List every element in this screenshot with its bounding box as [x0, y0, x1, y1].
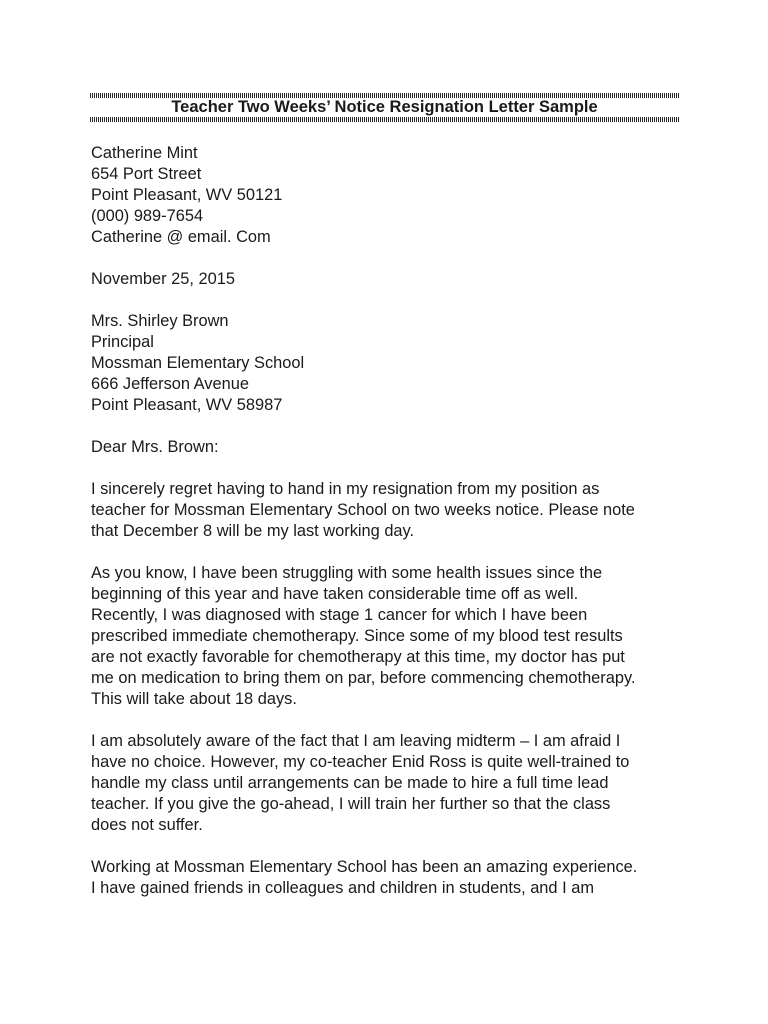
sender-phone: (000) 989-7654 — [91, 207, 204, 225]
recipient-name: Mrs. Shirley Brown — [91, 312, 229, 330]
spacer — [91, 248, 691, 269]
paragraph-line: handle my class until arrangements can be made to hire a full time lead — [91, 774, 609, 792]
letter-date-block — [91, 269, 691, 290]
letter-date: November 25, 2015 — [91, 270, 235, 288]
sender-name: Catherine Mint — [91, 144, 198, 162]
spacer — [91, 458, 691, 479]
paragraph-line: have no choice. However, my co-teacher Enid Ross is quite well-trained to — [91, 753, 630, 771]
title-band — [90, 93, 679, 122]
document-title: Teacher Two Weeks’ Notice Resignation Letter Sample — [171, 98, 598, 116]
recipient-address — [91, 311, 691, 416]
spacer — [91, 836, 691, 857]
spacer — [91, 710, 691, 731]
paragraph-line: Working at Mossman Elementary School has been an amazing experience. — [91, 858, 638, 876]
salutation-block — [91, 437, 691, 458]
paragraph — [91, 857, 691, 899]
paragraph-line: teacher for Mossman Elementary School on two weeks notice. Please note — [91, 501, 635, 519]
sender-street: 654 Port Street — [91, 165, 202, 183]
recipient-street: 666 Jefferson Avenue — [91, 375, 249, 393]
spacer — [91, 542, 691, 563]
salutation: Dear Mrs. Brown: — [91, 438, 219, 456]
recipient-title: Principal — [91, 333, 154, 351]
sender-address — [91, 143, 691, 248]
paragraph-line: I am absolutely aware of the fact that I am leaving midterm – I am afraid I — [91, 732, 621, 750]
spacer — [91, 290, 691, 311]
recipient-organization: Mossman Elementary School — [91, 354, 305, 372]
paragraph — [91, 563, 691, 710]
sender-email: Catherine @ email. Com — [91, 228, 271, 246]
paragraph — [91, 731, 691, 836]
paragraph-line: prescribed immediate chemotherapy. Since some of my blood test results — [91, 627, 623, 645]
paragraph-line: I sincerely regret having to hand in my resignation from my position as — [91, 480, 600, 498]
paragraph-line: I have gained friends in colleagues and children in students, and I am — [91, 879, 594, 897]
letter-body — [91, 143, 691, 899]
paragraph-line: are not exactly favorable for chemotherapy at this time, my doctor has put — [91, 648, 625, 666]
title-bottom-rule — [90, 117, 679, 122]
paragraph-line: teacher. If you give the go-ahead, I will train her further so that the class — [91, 795, 611, 813]
paragraph-line: As you know, I have been struggling with some health issues since the — [91, 564, 603, 582]
paragraph-line: beginning of this year and have taken considerable time off as well. — [91, 585, 579, 603]
sender-city-state-zip: Point Pleasant, WV 50121 — [91, 186, 283, 204]
recipient-city-state-zip: Point Pleasant, WV 58987 — [91, 396, 283, 414]
paragraph-line: that December 8 will be my last working day. — [91, 522, 415, 540]
paragraph-line: This will take about 18 days. — [91, 690, 297, 708]
paragraph-line: Recently, I was diagnosed with stage 1 cancer for which I have been — [91, 606, 588, 624]
spacer — [91, 416, 691, 437]
paragraph — [91, 479, 691, 542]
paragraph-line: me on medication to bring them on par, before commencing chemotherapy. — [91, 669, 636, 687]
paragraph-line: does not suffer. — [91, 816, 203, 834]
